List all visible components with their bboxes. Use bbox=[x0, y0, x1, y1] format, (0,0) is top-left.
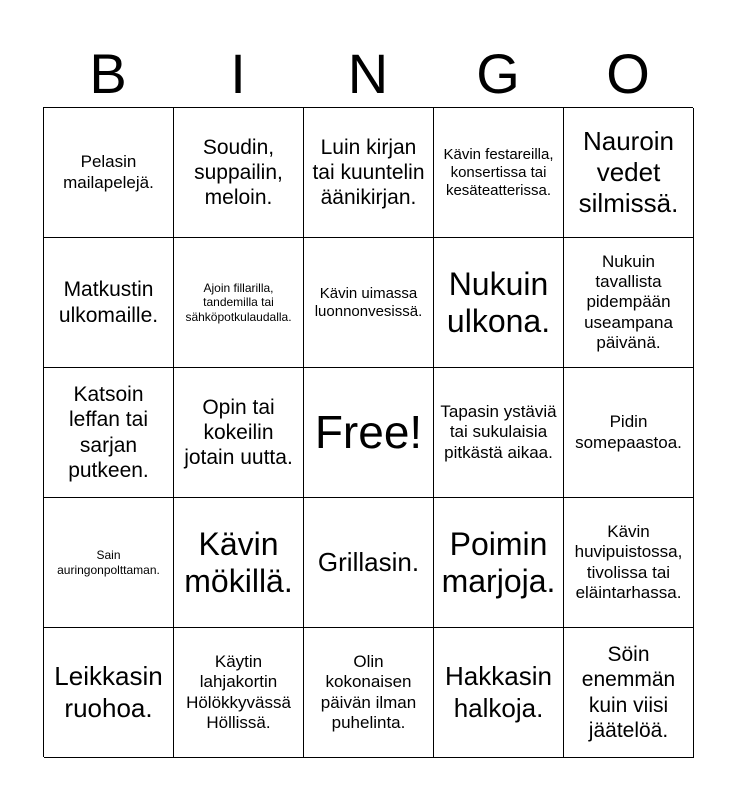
header-letter-b: B bbox=[89, 42, 127, 105]
bingo-cell[interactable]: Nukuin tavallista pidempään useampana päivänä. bbox=[564, 238, 694, 368]
header-letter-i: I bbox=[230, 42, 246, 105]
bingo-cell[interactable]: Käytin lahjakortin Hölökkyvässä Höllissä. bbox=[174, 628, 304, 758]
bingo-cell[interactable]: Kävin festareilla, konsertissa tai kesäteatterissa. bbox=[434, 108, 564, 238]
bingo-cell[interactable]: Ajoin fillarilla, tandemilla tai sähköpotkulaudalla. bbox=[174, 238, 304, 368]
bingo-cell[interactable]: Kävin huvipuistossa, tivolissa tai eläintarhassa. bbox=[564, 498, 694, 628]
bingo-cell[interactable]: Matkustin ulkomaille. bbox=[44, 238, 174, 368]
bingo-cell[interactable]: Kävin mökillä. bbox=[174, 498, 304, 628]
bingo-cell[interactable]: Soudin, suppailin, meloin. bbox=[174, 108, 304, 238]
header-letter-n: N bbox=[347, 42, 389, 105]
bingo-cell[interactable]: Katsoin leffan tai sarjan putkeen. bbox=[44, 368, 174, 498]
bingo-cell[interactable]: Olin kokonaisen päivän ilman puhelinta. bbox=[304, 628, 434, 758]
bingo-card-grid bbox=[43, 107, 693, 757]
header-letter-o: O bbox=[606, 42, 650, 105]
bingo-cell[interactable]: Luin kirjan tai kuuntelin äänikirjan. bbox=[304, 108, 434, 238]
bingo-cell[interactable]: Opin tai kokeilin jotain uutta. bbox=[174, 368, 304, 498]
header-letter-g: G bbox=[476, 42, 520, 105]
bingo-cell[interactable]: Leikkasin ruohoa. bbox=[44, 628, 174, 758]
bingo-cell[interactable]: Söin enemmän kuin viisi jäätelöä. bbox=[564, 628, 694, 758]
bingo-cell[interactable]: Pelasin mailapelejä. bbox=[44, 108, 174, 238]
bingo-cell[interactable]: Nukuin ulkona. bbox=[434, 238, 564, 368]
bingo-cell[interactable]: Pidin somepaastoa. bbox=[564, 368, 694, 498]
bingo-cell[interactable]: Tapasin ystäviä tai sukulaisia pitkästä aikaa. bbox=[434, 368, 564, 498]
free-space-cell[interactable]: Free! bbox=[304, 368, 434, 498]
bingo-header bbox=[43, 40, 693, 108]
bingo-cell[interactable]: Poimin marjoja. bbox=[434, 498, 564, 628]
bingo-cell[interactable]: Hakkasin halkoja. bbox=[434, 628, 564, 758]
bingo-cell[interactable]: Kävin uimassa luonnonvesissä. bbox=[304, 238, 434, 368]
bingo-cell[interactable]: Nauroin vedet silmissä. bbox=[564, 108, 694, 238]
bingo-cell[interactable]: Sain auringonpolttaman. bbox=[44, 498, 174, 628]
bingo-cell[interactable]: Grillasin. bbox=[304, 498, 434, 628]
